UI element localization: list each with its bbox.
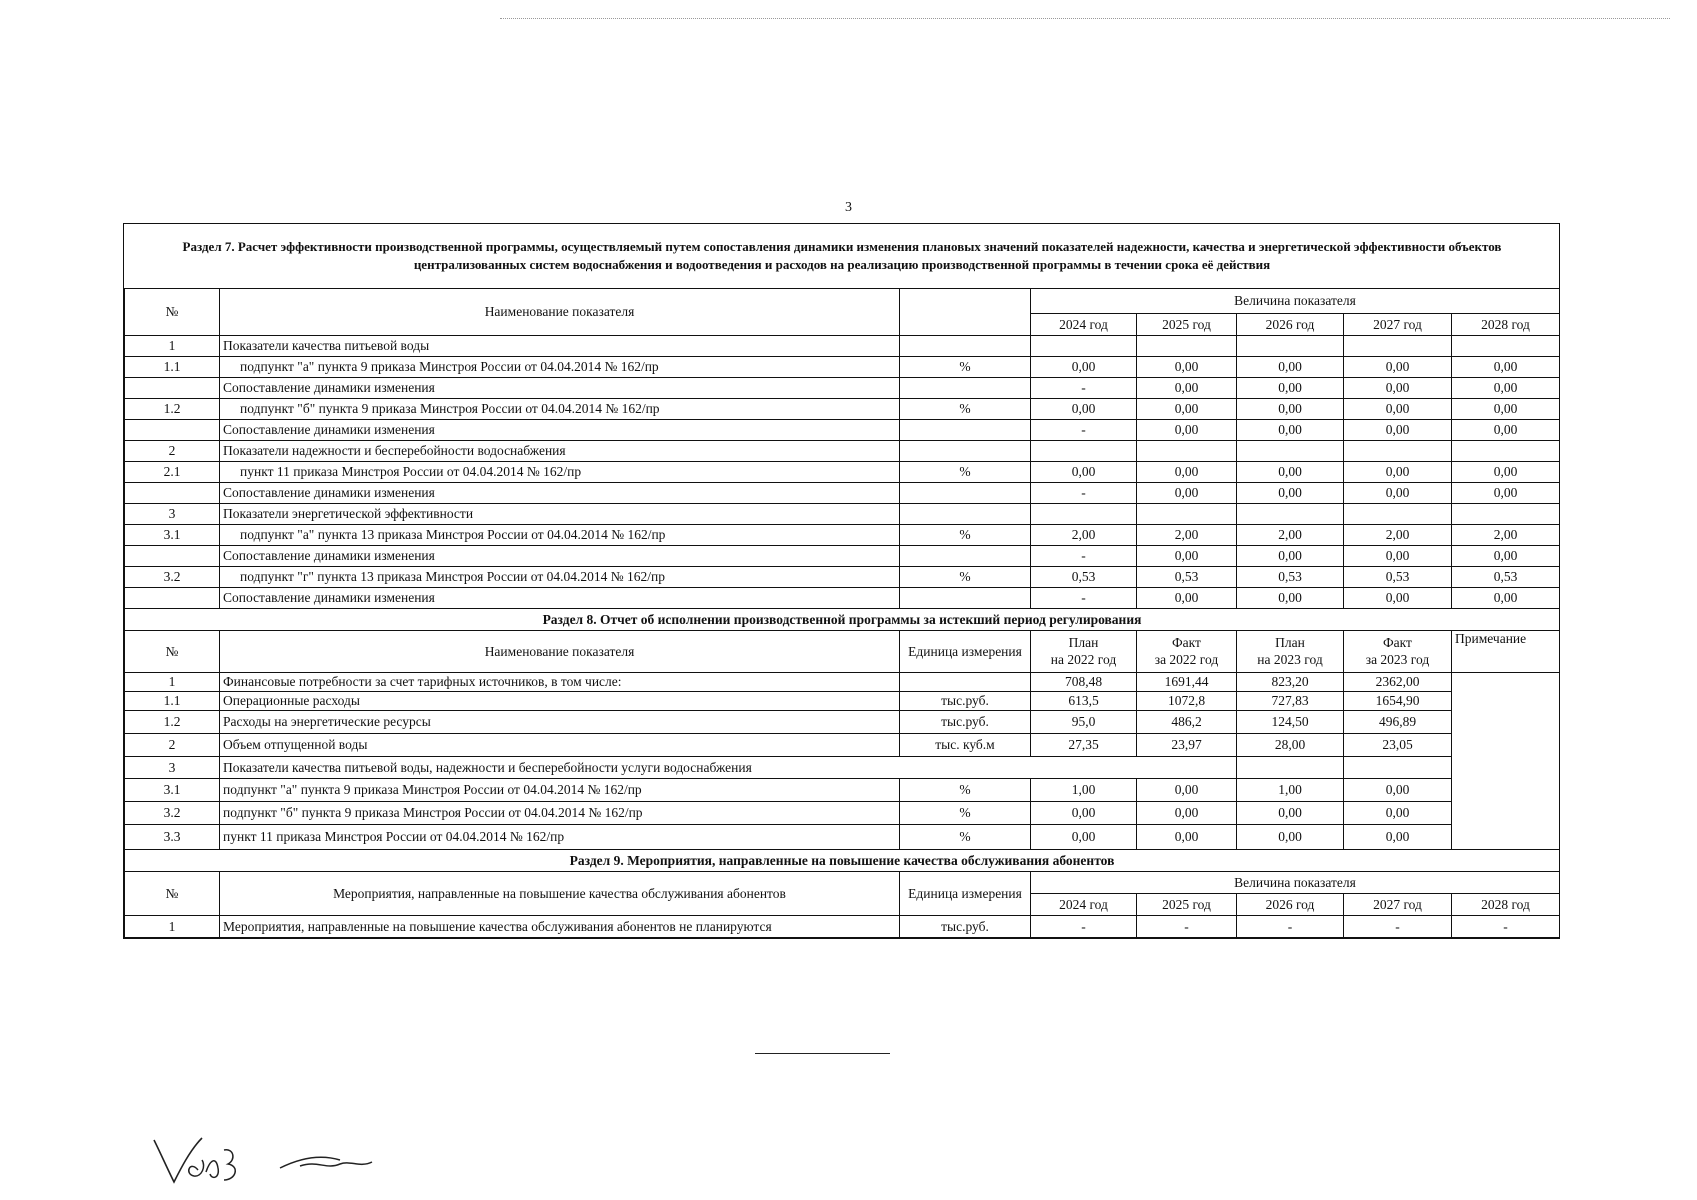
- row-value: 0,00: [1452, 462, 1560, 483]
- s8-col-name: Наименование показателя: [220, 631, 900, 673]
- row-number: 2: [125, 441, 220, 462]
- row-unit: [900, 483, 1031, 504]
- row-name: Финансовые потребности за счет тарифных источников, в том числе:: [220, 673, 900, 692]
- row-value: 0,00: [1137, 546, 1237, 567]
- row-value: 1072,8: [1137, 692, 1237, 711]
- row-value: -: [1031, 546, 1137, 567]
- s7-year: 2028 год: [1452, 314, 1560, 336]
- s9-col-name: Мероприятия, направленные на повышение качества обслуживания абонентов: [220, 872, 900, 916]
- s7-col-name: Наименование показателя: [220, 289, 900, 336]
- row-name: Операционные расходы: [220, 692, 900, 711]
- table-row: [125, 734, 1560, 757]
- row-value: -: [1031, 378, 1137, 399]
- row-value: [1031, 336, 1137, 357]
- row-name: подпункт "а" пункта 9 приказа Минстроя России от 04.04.2014 № 162/пр: [220, 779, 900, 802]
- s8-col-period-1: Факт за 2022 год: [1137, 631, 1237, 673]
- row-number: 1: [125, 673, 220, 692]
- row-value: 0,53: [1137, 567, 1237, 588]
- s9-col-unit: Единица измерения: [900, 872, 1031, 916]
- table-row: [125, 378, 1560, 399]
- row-number: [125, 588, 220, 609]
- row-value: 0,00: [1137, 399, 1237, 420]
- table-row: [125, 336, 1560, 357]
- row-value: 28,00: [1237, 734, 1344, 757]
- table-row: [125, 802, 1560, 825]
- row-number: 1.2: [125, 711, 220, 734]
- row-value: [1137, 336, 1237, 357]
- table-row: [125, 779, 1560, 802]
- report-table: [124, 224, 1560, 938]
- row-value: 0,00: [1137, 825, 1237, 850]
- row-unit: [900, 588, 1031, 609]
- s8-col-period-0: План на 2022 год: [1031, 631, 1137, 673]
- row-value: [1031, 504, 1137, 525]
- row-name: подпункт "г" пункта 13 приказа Минстроя России от 04.04.2014 № 162/пр: [220, 567, 900, 588]
- s7-year: 2024 год: [1031, 314, 1137, 336]
- section7-title-row: [125, 224, 1560, 289]
- row-name: Сопоставление динамики изменения: [220, 483, 900, 504]
- row-number: 1: [125, 336, 220, 357]
- row-unit: [900, 673, 1031, 692]
- handwritten-signature: [150, 1130, 430, 1190]
- row-value: [1452, 336, 1560, 357]
- section9-title: Раздел 9. Мероприятия, направленные на повышение качества обслуживания абонентов: [125, 850, 1560, 872]
- row-value: 0,00: [1344, 802, 1452, 825]
- row-number: 3.1: [125, 525, 220, 546]
- row-number: 1: [125, 916, 220, 938]
- row-number: 3.3: [125, 825, 220, 850]
- row-value: 0,00: [1137, 802, 1237, 825]
- table-row: [125, 567, 1560, 588]
- row-unit: тыс.руб.: [900, 692, 1031, 711]
- row-number: 3: [125, 504, 220, 525]
- row-value: [1344, 441, 1452, 462]
- row-value: 0,00: [1237, 483, 1344, 504]
- note-cell: [1452, 673, 1560, 850]
- row-name: Объем отпущенной воды: [220, 734, 900, 757]
- row-value: 0,00: [1344, 546, 1452, 567]
- s8-col-period-3: Факт за 2023 год: [1344, 631, 1452, 673]
- row-value: 0,00: [1452, 420, 1560, 441]
- row-value: 2362,00: [1344, 673, 1452, 692]
- s7-year: 2027 год: [1344, 314, 1452, 336]
- row-value: 0,00: [1344, 357, 1452, 378]
- row-value: 0,00: [1031, 802, 1137, 825]
- row-value: 0,00: [1137, 588, 1237, 609]
- row-name: Расходы на энергетические ресурсы: [220, 711, 900, 734]
- row-value: 0,00: [1344, 462, 1452, 483]
- row-value: 0,00: [1237, 546, 1344, 567]
- table-row: [125, 462, 1560, 483]
- scan-artifact: [500, 18, 1670, 20]
- row-unit: [900, 420, 1031, 441]
- row-value: 1654,90: [1344, 692, 1452, 711]
- row-value: 0,00: [1137, 483, 1237, 504]
- row-value: 0,00: [1237, 588, 1344, 609]
- row-value: 0,53: [1452, 567, 1560, 588]
- row-value: 0,00: [1344, 588, 1452, 609]
- row-name: Сопоставление динамики изменения: [220, 420, 900, 441]
- section7-title: Раздел 7. Расчет эффективности производственной программы, осуществляемый путем сопоставления динамики изменения плановых значений показателей надежности, качества и энергетической эффективности объектов централизованных систем водоснабжения и водоотведения и расходов на реализацию производственной программы в течении срока её действия: [125, 224, 1560, 289]
- row-value: [1344, 504, 1452, 525]
- section8-title: Раздел 8. Отчет об исполнении производственной программы за истекший период регулирования: [125, 609, 1560, 631]
- row-value: [1137, 441, 1237, 462]
- row-value: 124,50: [1237, 711, 1344, 734]
- row-value: 0,00: [1137, 462, 1237, 483]
- s8-col-period-2: План на 2023 год: [1237, 631, 1344, 673]
- row-unit: %: [900, 357, 1031, 378]
- row-value: 0,00: [1452, 378, 1560, 399]
- row-number: [125, 546, 220, 567]
- row-value: 2,00: [1452, 525, 1560, 546]
- row-value: 727,83: [1237, 692, 1344, 711]
- row-value: 708,48: [1031, 673, 1137, 692]
- row-value: 0,00: [1452, 588, 1560, 609]
- row-value: -: [1031, 420, 1137, 441]
- row-name: Показатели надежности и бесперебойности водоснабжения: [220, 441, 900, 462]
- row-number: [125, 483, 220, 504]
- table-row: [125, 441, 1560, 462]
- row-number: 2: [125, 734, 220, 757]
- section8-header-row: [125, 631, 1560, 673]
- row-value: 0,00: [1452, 483, 1560, 504]
- row-value: 0,00: [1137, 357, 1237, 378]
- row-unit: [900, 441, 1031, 462]
- row-value: [1237, 441, 1344, 462]
- row-name: подпункт "а" пункта 9 приказа Минстроя России от 04.04.2014 № 162/пр: [220, 357, 900, 378]
- row-value: [1237, 336, 1344, 357]
- row-value: 823,20: [1237, 673, 1344, 692]
- row-value: 0,00: [1237, 462, 1344, 483]
- document-sheet: [123, 223, 1560, 939]
- row-value: -: [1031, 483, 1137, 504]
- table-row: [125, 757, 1560, 779]
- row-number: 1.1: [125, 357, 220, 378]
- row-value: 0,00: [1031, 825, 1137, 850]
- s7-col-num: №: [125, 289, 220, 336]
- s7-col-unit: [900, 289, 1031, 336]
- row-value: 0,53: [1031, 567, 1137, 588]
- row-value: 0,00: [1452, 357, 1560, 378]
- row-value: 2,00: [1137, 525, 1237, 546]
- s8-col-note: Примечание: [1452, 631, 1560, 673]
- row-value: 0,00: [1031, 357, 1137, 378]
- s9-year: 2027 год: [1344, 894, 1452, 916]
- row-unit: [900, 336, 1031, 357]
- table-row: [125, 692, 1560, 711]
- row-value: 0,00: [1237, 802, 1344, 825]
- table-row: [125, 546, 1560, 567]
- row-name: Сопоставление динамики изменения: [220, 546, 900, 567]
- table-row: [125, 711, 1560, 734]
- row-value: [1031, 441, 1137, 462]
- row-number: 3.2: [125, 567, 220, 588]
- row-unit: %: [900, 825, 1031, 850]
- table-row: [125, 916, 1560, 938]
- table-row: [125, 525, 1560, 546]
- row-value: [1137, 504, 1237, 525]
- s9-col-value-group: Величина показателя: [1031, 872, 1560, 894]
- row-value: 0,00: [1344, 378, 1452, 399]
- table-row: [125, 673, 1560, 692]
- table-row: [125, 357, 1560, 378]
- row-value: [1452, 441, 1560, 462]
- row-value: -: [1031, 588, 1137, 609]
- row-value: 1,00: [1031, 779, 1137, 802]
- row-number: 3.1: [125, 779, 220, 802]
- row-number: 3.2: [125, 802, 220, 825]
- row-name: Показатели качества питьевой воды: [220, 336, 900, 357]
- row-value: 0,00: [1031, 462, 1137, 483]
- row-value: 0,00: [1237, 420, 1344, 441]
- row-value: -: [1137, 916, 1237, 938]
- row-value: 0,00: [1237, 378, 1344, 399]
- row-value: 0,00: [1344, 420, 1452, 441]
- section8-title-row: [125, 609, 1560, 631]
- row-value: [1452, 504, 1560, 525]
- row-name: пункт 11 приказа Минстроя России от 04.04.2014 № 162/пр: [220, 462, 900, 483]
- page-number: 3: [845, 200, 852, 215]
- s7-year: 2026 год: [1237, 314, 1344, 336]
- s9-col-num: №: [125, 872, 220, 916]
- row-unit: [900, 504, 1031, 525]
- s7-col-value-group: Величина показателя: [1031, 289, 1560, 314]
- row-unit: тыс. куб.м: [900, 734, 1031, 757]
- footer-rule: [755, 1053, 890, 1054]
- row-value: [1237, 757, 1344, 779]
- row-unit: тыс.руб.: [900, 711, 1031, 734]
- section9-title-row: [125, 850, 1560, 872]
- s9-year: 2026 год: [1237, 894, 1344, 916]
- row-value: 0,00: [1137, 420, 1237, 441]
- row-name: Показатели энергетической эффективности: [220, 504, 900, 525]
- table-row: [125, 483, 1560, 504]
- row-value: -: [1031, 916, 1137, 938]
- row-value: 0,00: [1452, 546, 1560, 567]
- row-name: Показатели качества питьевой воды, надежности и бесперебойности услуги водоснабжения: [220, 757, 1237, 779]
- section7-body: [125, 336, 1560, 609]
- row-unit: %: [900, 399, 1031, 420]
- table-row: [125, 399, 1560, 420]
- row-value: 1,00: [1237, 779, 1344, 802]
- row-value: 27,35: [1031, 734, 1137, 757]
- row-number: 1.1: [125, 692, 220, 711]
- row-unit: %: [900, 525, 1031, 546]
- row-value: 23,97: [1137, 734, 1237, 757]
- row-value: -: [1344, 916, 1452, 938]
- row-value: 0,00: [1137, 378, 1237, 399]
- row-unit: [900, 378, 1031, 399]
- row-value: 496,89: [1344, 711, 1452, 734]
- row-number: [125, 420, 220, 441]
- row-value: 486,2: [1137, 711, 1237, 734]
- s9-year: 2028 год: [1452, 894, 1560, 916]
- s8-col-num: №: [125, 631, 220, 673]
- s9-year: 2025 год: [1137, 894, 1237, 916]
- row-number: [125, 378, 220, 399]
- row-value: 0,53: [1237, 567, 1344, 588]
- row-value: 0,00: [1344, 483, 1452, 504]
- row-value: 0,00: [1237, 399, 1344, 420]
- row-value: [1344, 336, 1452, 357]
- row-value: 0,00: [1031, 399, 1137, 420]
- row-unit: [900, 546, 1031, 567]
- row-unit: %: [900, 802, 1031, 825]
- row-value: 0,00: [1137, 779, 1237, 802]
- row-value: 613,5: [1031, 692, 1137, 711]
- s9-year: 2024 год: [1031, 894, 1137, 916]
- row-value: [1237, 504, 1344, 525]
- section7-header-row: [125, 289, 1560, 314]
- row-number: 2.1: [125, 462, 220, 483]
- row-name: подпункт "а" пункта 13 приказа Минстроя России от 04.04.2014 № 162/пр: [220, 525, 900, 546]
- row-value: 0,00: [1344, 825, 1452, 850]
- row-number: 3: [125, 757, 220, 779]
- section9-body: [125, 916, 1560, 938]
- row-value: 1691,44: [1137, 673, 1237, 692]
- row-value: 0,00: [1344, 779, 1452, 802]
- section9-header-row: [125, 872, 1560, 894]
- row-value: [1344, 757, 1452, 779]
- row-value: 2,00: [1344, 525, 1452, 546]
- row-unit: %: [900, 567, 1031, 588]
- section8-body: [125, 673, 1560, 850]
- row-unit: %: [900, 462, 1031, 483]
- table-row: [125, 420, 1560, 441]
- row-value: 0,00: [1344, 399, 1452, 420]
- row-name: Сопоставление динамики изменения: [220, 378, 900, 399]
- row-value: -: [1237, 916, 1344, 938]
- row-unit: тыс.руб.: [900, 916, 1031, 938]
- row-value: 0,53: [1344, 567, 1452, 588]
- row-name: подпункт "б" пункта 9 приказа Минстроя России от 04.04.2014 № 162/пр: [220, 802, 900, 825]
- row-name: Сопоставление динамики изменения: [220, 588, 900, 609]
- row-value: 0,00: [1237, 357, 1344, 378]
- row-unit: %: [900, 779, 1031, 802]
- row-number: 1.2: [125, 399, 220, 420]
- row-value: 2,00: [1031, 525, 1137, 546]
- row-value: 0,00: [1237, 825, 1344, 850]
- table-row: [125, 588, 1560, 609]
- s7-year: 2025 год: [1137, 314, 1237, 336]
- row-name: пункт 11 приказа Минстроя России от 04.04.2014 № 162/пр: [220, 825, 900, 850]
- table-row: [125, 504, 1560, 525]
- table-row: [125, 825, 1560, 850]
- row-name: Мероприятия, направленные на повышение качества обслуживания абонентов не планируются: [220, 916, 900, 938]
- s8-col-unit: Единица измерения: [900, 631, 1031, 673]
- row-value: 23,05: [1344, 734, 1452, 757]
- row-value: 95,0: [1031, 711, 1137, 734]
- row-value: 0,00: [1452, 399, 1560, 420]
- row-name: подпункт "б" пункта 9 приказа Минстроя России от 04.04.2014 № 162/пр: [220, 399, 900, 420]
- row-value: -: [1452, 916, 1560, 938]
- row-value: 2,00: [1237, 525, 1344, 546]
